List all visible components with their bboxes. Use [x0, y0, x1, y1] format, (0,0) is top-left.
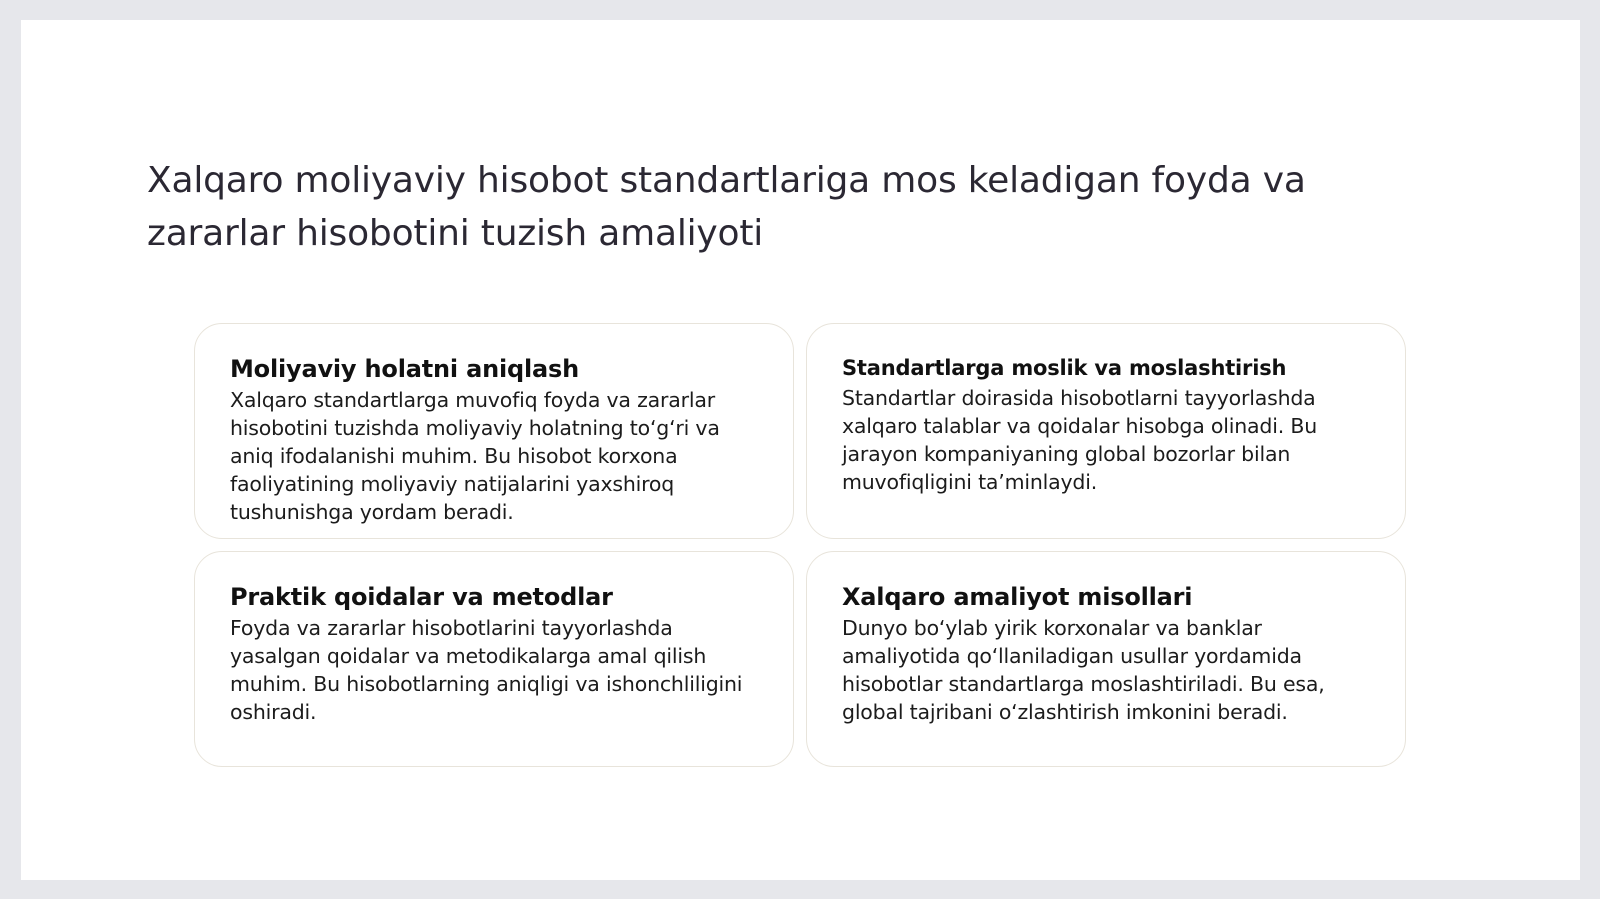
card-heading: Standartlarga moslik va moslashtirish: [842, 356, 1287, 380]
info-card-financial-position: [194, 323, 794, 539]
card-body: Xalqaro standartlarga muvofiq foyda va zararlar hisobotini tuzishda moliyaviy holatning to‘g‘ri va aniq ifodalanishi muhim. Bu hisobot korxona faoliyatining moliyaviy natijalarini yaxshiroq tushunishga yordam beradi.: [230, 388, 720, 524]
info-card-international-examples: [806, 551, 1406, 767]
info-card-standards-compliance: [806, 323, 1406, 539]
info-card-practical-rules: [194, 551, 794, 767]
slide-title: Xalqaro moliyaviy hisobot standartlariga mos keladigan foyda va zararlar hisobotini tuzish amaliyoti: [147, 160, 1306, 254]
card-body: Dunyo bo‘ylab yirik korxonalar va banklar amaliyotida qo‘llaniladigan usullar yordamida hisobotlar standartlarga moslashtiriladi. Bu esa, global tajribani o‘zlashtirish imkonini beradi.: [842, 616, 1325, 724]
card-body: Standartlar doirasida hisobotlarni tayyorlashda xalqaro talablar va qoidalar hisobga olinadi. Bu jarayon kompaniyaning global bozorlar bilan muvofiqligini ta’minlaydi.: [842, 386, 1318, 494]
card-heading: Praktik qoidalar va metodlar: [230, 583, 613, 611]
card-heading: Xalqaro amaliyot misollari: [842, 583, 1193, 611]
card-body: Foyda va zararlar hisobotlarini tayyorlashda yasalgan qoidalar va metodikalarga amal qilish muhim. Bu hisobotlarning aniqligi va ishonchliligini oshiradi.: [230, 616, 743, 724]
card-heading: Moliyaviy holatni aniqlash: [230, 355, 579, 383]
slide: [21, 20, 1580, 880]
